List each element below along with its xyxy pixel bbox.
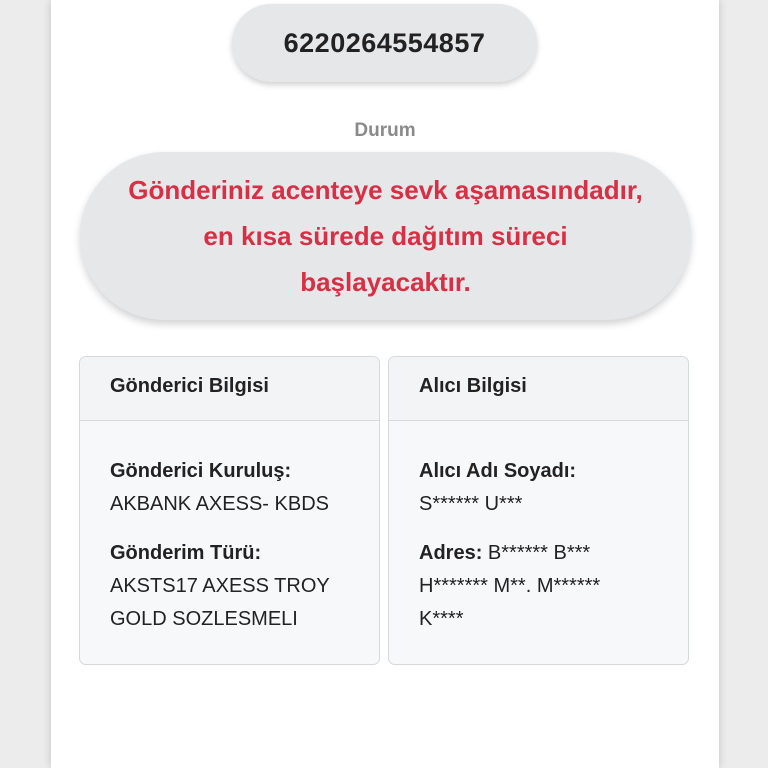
recipient-card-title: Alıcı Bilgisi <box>389 357 688 421</box>
recipient-name-value: S****** U*** <box>419 493 523 515</box>
shipment-type-line: AKSTS17 AXESS TROY <box>110 575 330 597</box>
status-message <box>128 167 642 305</box>
status-message-box <box>80 152 691 320</box>
sender-card-title: Gönderici Bilgisi <box>80 357 379 421</box>
status-line: başlayacaktır. <box>300 267 471 297</box>
status-line: Gönderiniz acenteye sevk aşamasındadır, <box>128 175 643 205</box>
shipment-type-value <box>110 570 359 636</box>
tracking-number-badge <box>232 4 537 82</box>
address-label: Adres: <box>419 542 483 564</box>
status-line: en kısa sürede dağıtım süreci <box>203 221 568 251</box>
status-label: Durum <box>354 120 416 141</box>
sender-org-value: AKBANK AXESS- KBDS <box>110 493 329 515</box>
address-line: K**** <box>419 608 464 630</box>
shipment-type-line: GOLD SOZLESMELI <box>110 608 298 630</box>
address-line: H******* M**. M****** <box>419 575 601 597</box>
recipient-address <box>419 537 668 636</box>
shipment-type-label: Gönderim Türü: <box>110 542 262 564</box>
sender-org-label: Gönderici Kuruluş: <box>110 460 292 482</box>
address-line: B****** B*** <box>482 542 591 564</box>
recipient-name-label: Alıcı Adı Soyadı: <box>419 460 577 482</box>
sender-info-card <box>79 356 380 665</box>
tracking-number: 6220264554857 <box>283 27 486 58</box>
recipient-info-card <box>388 356 689 665</box>
shipment-detail-page <box>51 0 719 768</box>
